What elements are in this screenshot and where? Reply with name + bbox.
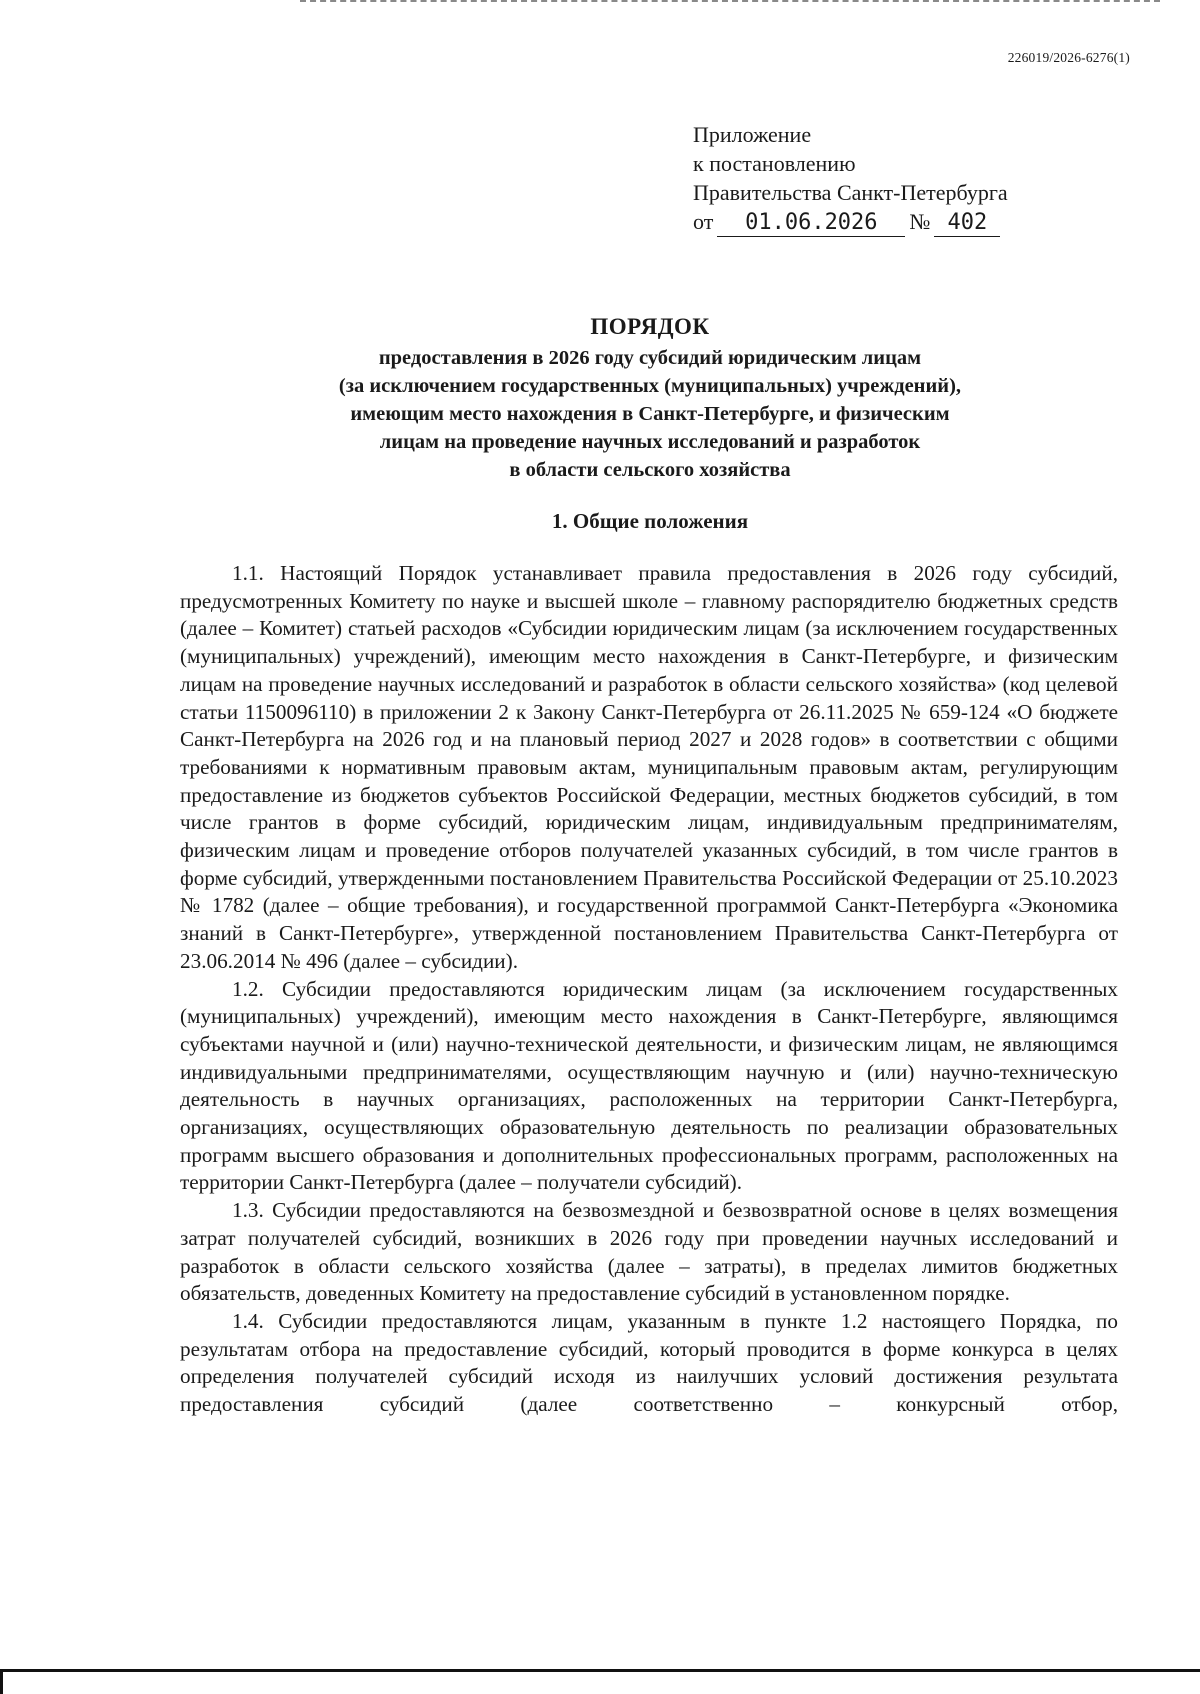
appendix-line-3: Правительства Санкт-Петербурга bbox=[693, 180, 1008, 205]
paragraph-1-3: 1.3. Субсидии предоставляются на безвозмездной и безвозвратной основе в целях возмещения затрат получателей субсидий, возникших в 2026 году при проведении научных исследований и разработок в области сельского хозяйства (далее – затраты), в пределах лимитов бюджетных обязательств, доведенных Комитету на предоставление субсидий в установленном порядке. bbox=[180, 1198, 1118, 1306]
subtitle-line-1: предоставления в 2026 году субсидий юридическим лицам bbox=[378, 347, 922, 369]
document-body bbox=[180, 560, 1118, 1419]
document-title: ПОРЯДОК bbox=[590, 314, 710, 339]
paragraph-1-4: 1.4. Субсидии предоставляются лицам, указанным в пункте 1.2 настоящего Порядка, по результатам отбора на предоставление субсидий, который проводится в форме конкурса в целях определения получателей субсидий исходя из наилучших условий достижения результата предоставления субсидий (далее соответственно – конкурсный отбор, bbox=[180, 1308, 1118, 1417]
document-heading bbox=[180, 310, 1120, 484]
subtitle-line-5: в области сельского хозяйства bbox=[509, 459, 791, 481]
subtitle-line-2: (за исключением государственных (муниципальных) учреждений), bbox=[338, 375, 962, 397]
appendix-line-2: к постановлению bbox=[693, 151, 856, 176]
resolution-date: 01.06.2026 bbox=[717, 210, 905, 237]
subtitle-line-3: имеющим место нахождения в Санкт-Петербурге, и физическим bbox=[350, 403, 950, 425]
scan-edge-bottom bbox=[0, 1669, 1200, 1694]
paragraph-1-1: 1.1. Настоящий Порядок устанавливает правила предоставления в 2026 году субсидий, предусмотренных Комитету по науке и высшей школе – главному распорядителю бюджетных средств (далее – Комитет) статьей расходов «Субсидии юридическим лицам (за исключением государственных (муниципальных) учреждений), имеющим место нахождения в Санкт-Петербурге, и физическим лицам на проведение научных исследований и разработок в области сельского хозяйства» (код целевой статьи 1150096110) в приложении 2 к Закону Санкт-Петербурга от 26.11.2025 № 659-124 «О бюджете Санкт-Петербурга на 2026 год и на плановый период 2027 и 2028 годов» в соответствии с общими требованиями к нормативным правовым актам, муниципальным правовым актам, регулирующим предоставление из бюджетов субъектов Российской Федерации, местных бюджетов субсидий, в том числе грантов в форме субсидий, юридическим лицам, индивидуальным предпринимателям, физическим лицам и проведение отборов получателей указанных субсидий, в том числе грантов в форме субсидий, утвержденными постановлением Правительства Российской Федерации от 25.10.2023 № 1782 (далее – общие требования), и государственной программой Санкт-Петербурга «Экономика знаний в Санкт-Петербурге», утвержденной постановлением Правительства Санкт-Петербурга от 23.06.2014 № 496 (далее – субсидии). bbox=[180, 561, 1118, 973]
section-title: 1. Общие положения bbox=[551, 509, 749, 533]
subtitle-line-4: лицам на проведение научных исследований и разработок bbox=[379, 431, 921, 453]
appendix-date-line bbox=[693, 207, 1008, 237]
resolution-number: 402 bbox=[934, 210, 1000, 237]
appendix-line-1: Приложение bbox=[693, 122, 812, 147]
appendix-block bbox=[693, 120, 1008, 237]
number-sign: № bbox=[909, 209, 931, 234]
paragraph-1-2: 1.2. Субсидии предоставляются юридическим лицам (за исключением государственных (муниципальных) учреждений), имеющим место нахождения в Санкт-Петербурге, являющимся субъектами научной и (или) научно-технической деятельности, и физическим лицам, не являющимся индивидуальными предпринимателями, осуществляющим научную и (или) научно-техническую деятельность в научных организациях, расположенных на территории Санкт-Петербурга, организациях, осуществляющих образовательную деятельность по реализации образовательных программ высшего образования и дополнительных профессиональных программ, расположенных на территории Санкт-Петербурга (далее – получатели субсидий). bbox=[180, 976, 1118, 1195]
scan-edge-top bbox=[300, 0, 1160, 5]
date-prefix: от bbox=[693, 209, 714, 234]
registration-number: 226019/2026-6276(1) bbox=[1007, 50, 1130, 65]
